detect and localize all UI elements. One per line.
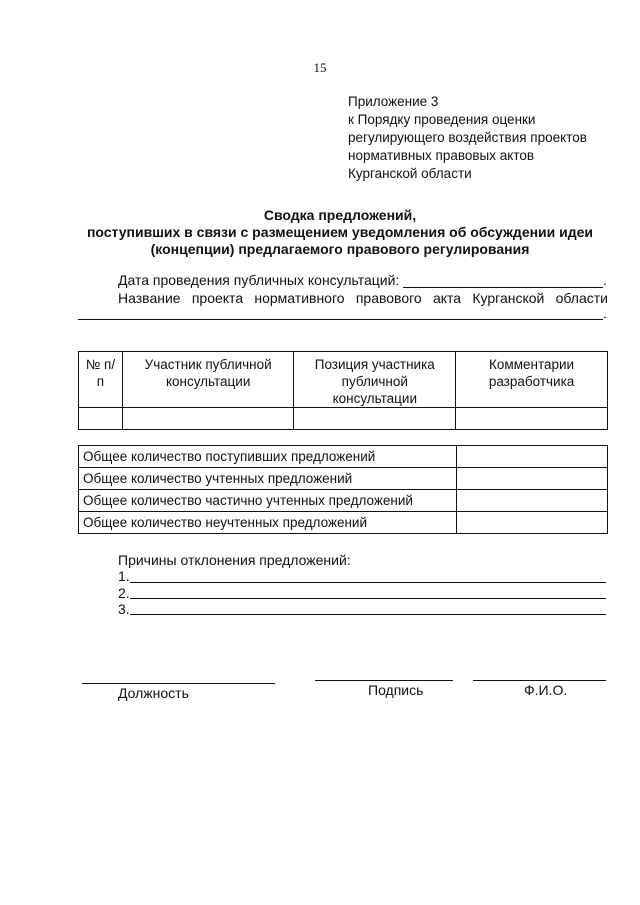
appendix-line: нормативных правовых актов — [348, 148, 535, 163]
title-line: поступивших в связи с размещением уведомления об обсуждении идеи — [86, 224, 594, 240]
reason-3-field[interactable] — [130, 614, 606, 615]
name-line[interactable] — [473, 680, 606, 681]
reason-1-field[interactable] — [130, 582, 606, 583]
header-comments: Комментарии разработчика — [456, 352, 608, 408]
summary-value[interactable] — [456, 490, 607, 512]
appendix-line: регулирующего воздействия проектов — [348, 130, 587, 145]
table-row — [79, 512, 608, 534]
appendix-header — [348, 93, 587, 183]
reason-number: 2. — [118, 585, 130, 601]
table-header-row — [79, 352, 608, 408]
summary-label: Общее количество поступивших предложений — [79, 446, 457, 468]
signature-label: Подпись — [368, 682, 424, 698]
date-label: Дата проведения публичных консультаций: — [118, 272, 400, 288]
table-row — [79, 490, 608, 512]
summary-value[interactable] — [456, 468, 607, 490]
table-row — [79, 446, 608, 468]
name-label: Ф.И.О. — [524, 682, 568, 698]
cell-number[interactable] — [79, 408, 123, 430]
summary-value[interactable] — [456, 512, 607, 534]
summary-table — [78, 445, 608, 534]
reason-2-field[interactable] — [130, 598, 606, 599]
title-line: Сводка предложений, — [263, 207, 417, 223]
position-line[interactable] — [82, 683, 275, 684]
header-position: Позиция участника публичной консультации — [294, 352, 456, 408]
project-period: . — [603, 305, 607, 321]
header-number: № п/п — [79, 352, 123, 408]
date-field[interactable] — [403, 287, 603, 288]
summary-value[interactable] — [456, 446, 607, 468]
header-participant: Участник публичной консультации — [122, 352, 294, 408]
signature-line[interactable] — [315, 680, 453, 681]
cell-position[interactable] — [294, 408, 456, 430]
table-row — [79, 468, 608, 490]
reason-number: 1. — [118, 568, 130, 584]
appendix-line: Приложение 3 — [348, 94, 439, 109]
rejection-title: Причины отклонения предложений: — [118, 552, 351, 568]
date-period: . — [603, 272, 607, 288]
cell-comments[interactable] — [456, 408, 608, 430]
appendix-line: Курганской области — [348, 166, 472, 181]
summary-label: Общее количество учтенных предложений — [79, 468, 457, 490]
summary-label: Общее количество неучтенных предложений — [79, 512, 457, 534]
page-number: 15 — [313, 60, 327, 75]
summary-label: Общее количество частично учтенных предложений — [79, 490, 457, 512]
reason-number: 3. — [118, 601, 130, 617]
cell-participant[interactable] — [122, 408, 294, 430]
project-name-field[interactable] — [78, 319, 603, 320]
title-line: (концепции) предлагаемого правового регулирования — [150, 241, 530, 257]
project-label: Название проекта нормативного правового акта Курганской области — [118, 290, 608, 306]
proposals-table — [78, 351, 608, 430]
document-title — [70, 207, 610, 258]
position-label: Должность — [118, 685, 189, 701]
table-row — [79, 408, 608, 430]
appendix-line: к Порядку проведения оценки — [348, 112, 536, 127]
